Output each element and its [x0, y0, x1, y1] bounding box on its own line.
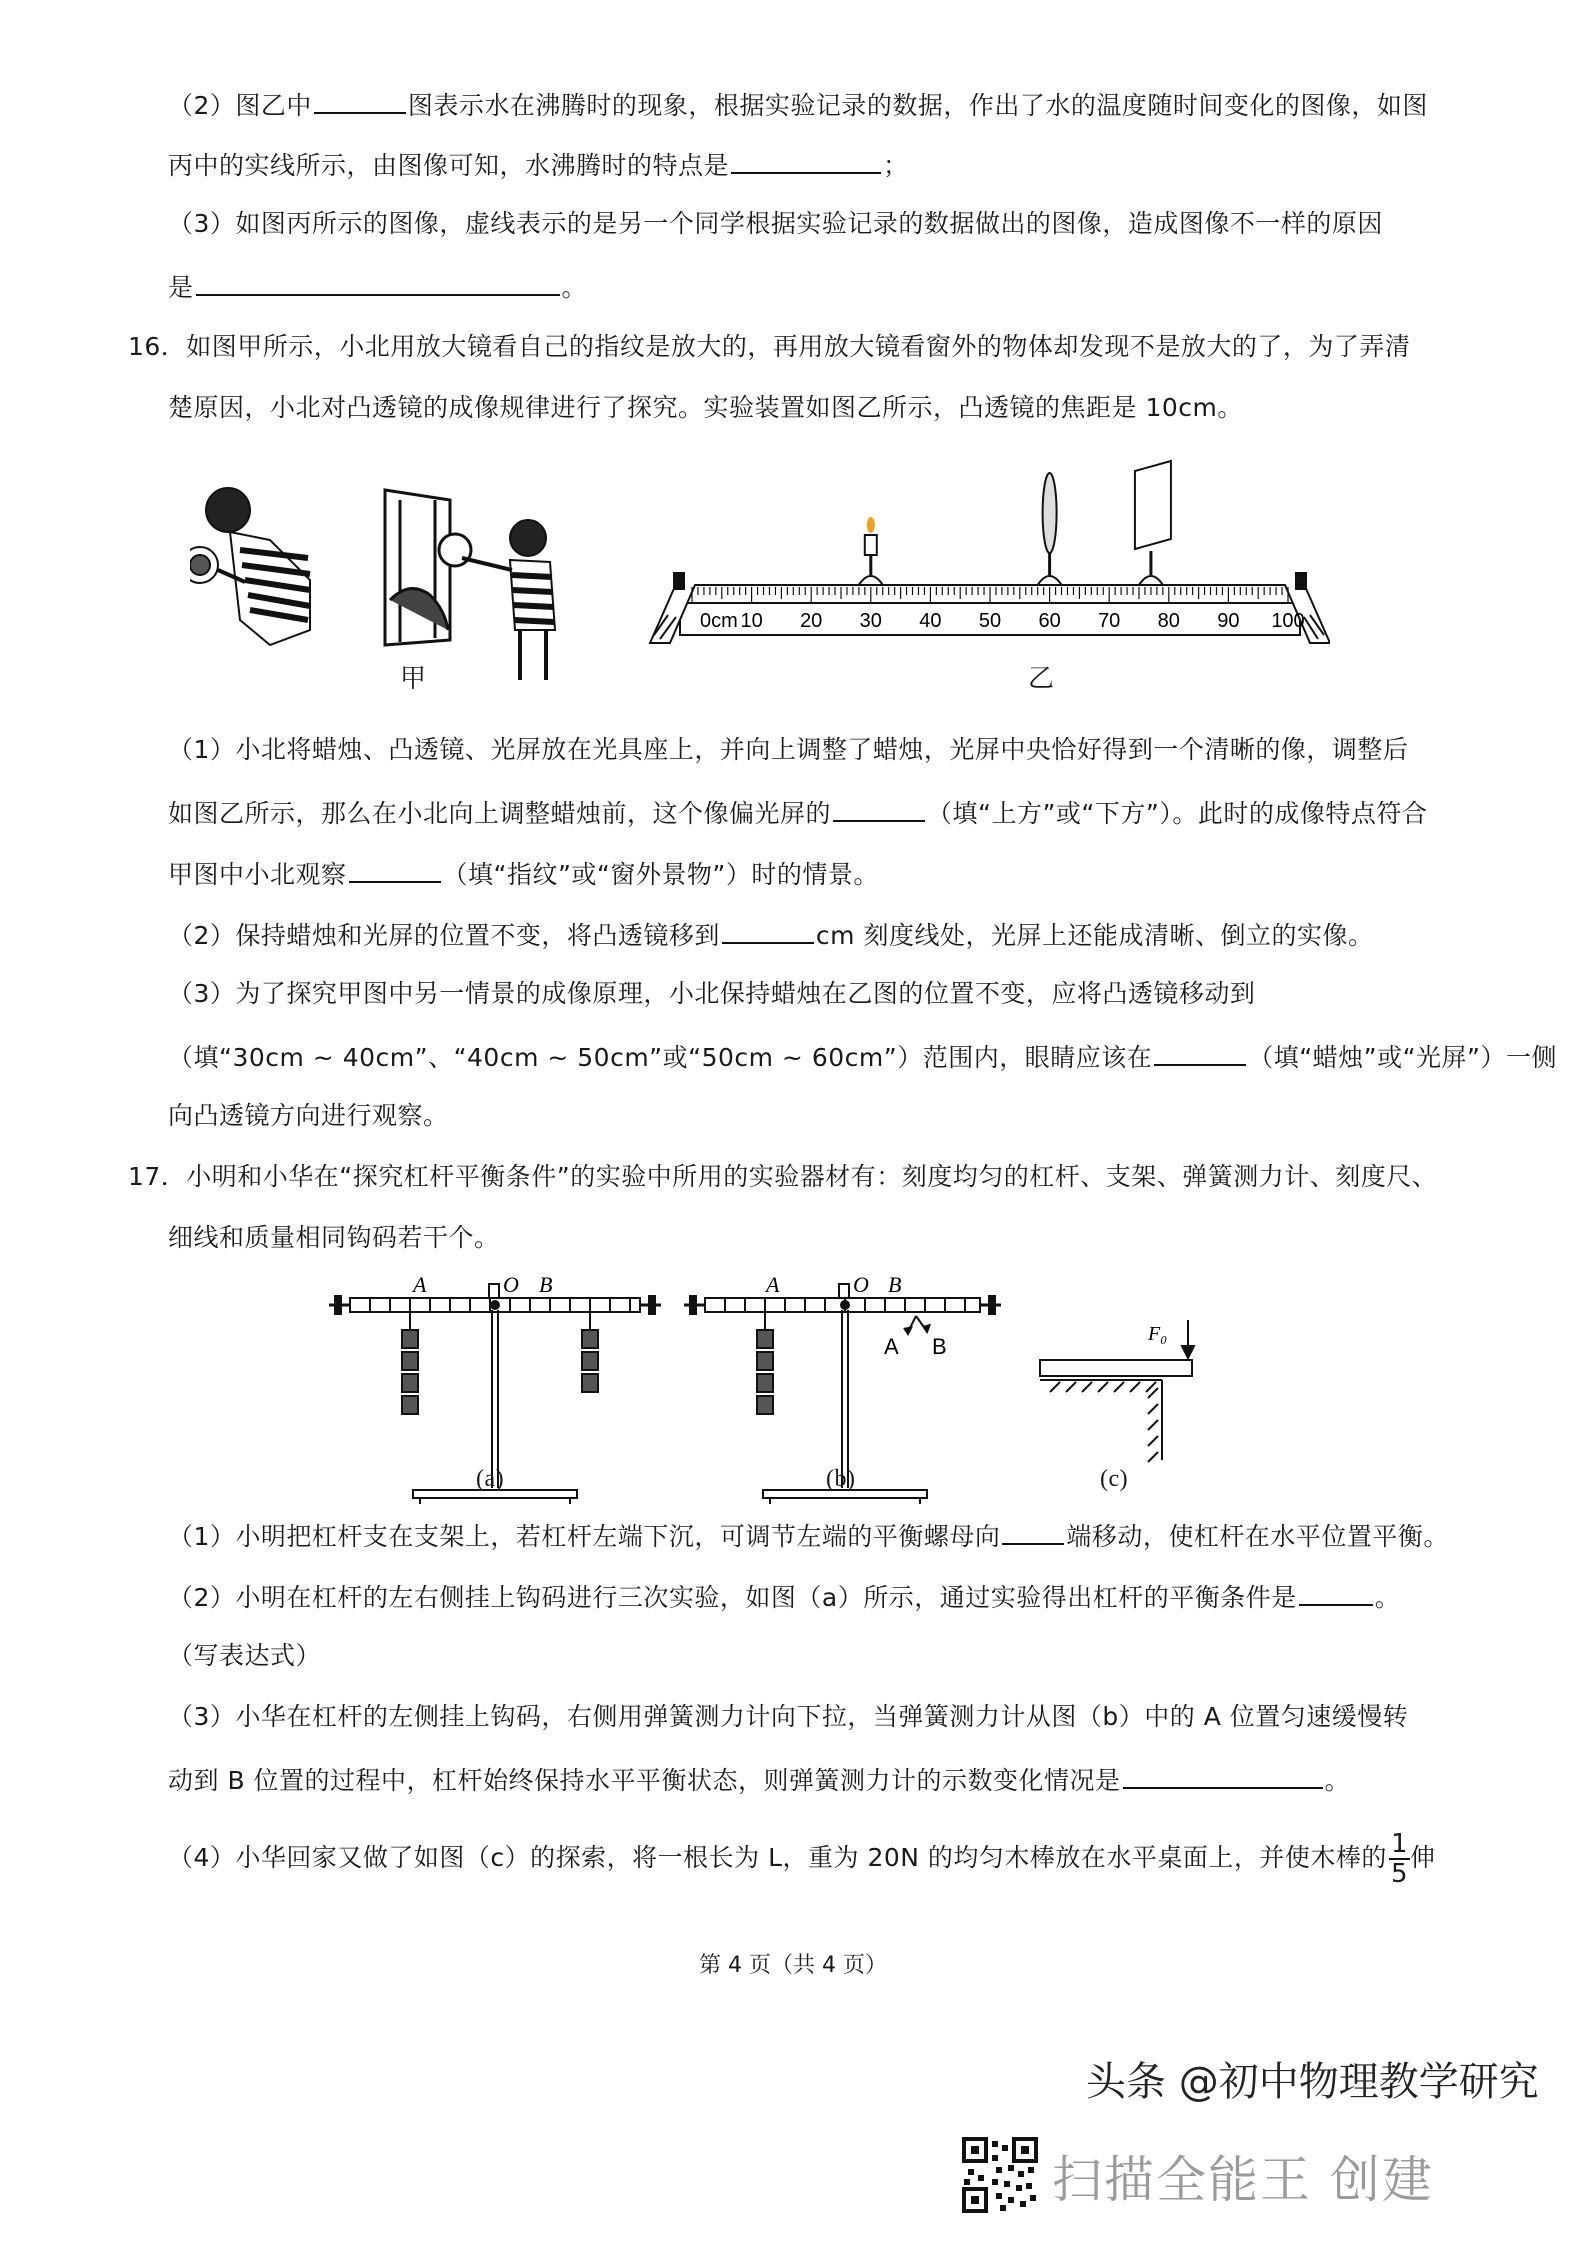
answer-blank[interactable] — [833, 794, 925, 822]
q17-part2-line1: （2）小明在杠杆的左右侧挂上钩码进行三次实验，如图（a）所示，通过实验得出杠杆的平衡条件是 。 — [168, 1578, 1400, 1615]
hook-weight — [402, 1396, 418, 1414]
position-a-label: A — [884, 1334, 899, 1359]
label-a: A — [766, 1272, 780, 1297]
bench-holder — [859, 576, 883, 585]
q16-stem-line2: 楚原因，小北对凸透镜的成像规律进行了探究。实验装置如图乙所示，凸透镜的焦距是 10cm。 — [168, 393, 1243, 422]
ruler-label: 40 — [919, 610, 942, 632]
scanner-watermark: 扫描全能王 创建 — [1052, 2151, 1434, 2209]
label-o: O — [503, 1272, 519, 1297]
wooden-rod — [1040, 1360, 1192, 1376]
answer-blank[interactable] — [1299, 1578, 1373, 1606]
hook-weight — [757, 1396, 773, 1414]
hook-weight — [402, 1374, 418, 1392]
answer-blank[interactable] — [314, 86, 406, 114]
pivot-o — [841, 1301, 849, 1309]
convex-lens — [1038, 473, 1062, 585]
q15-part3-line1: （3）如图丙所示的图像，虚线表示的是另一个同学根据实验记录的数据做出的图像，造成图像不一样的原因 — [168, 209, 1383, 238]
hook-weight — [402, 1330, 418, 1348]
screen-panel — [1135, 461, 1171, 549]
page-footer: 第 4 页（共 4 页） — [699, 1953, 887, 1978]
hook-weight — [757, 1330, 773, 1348]
q16-stem-line1: 16．如图甲所示，小北用放大镜看自己的指纹是放大的，再用放大镜看窗外的物体却发现不是放大的了，为了弄清 — [128, 332, 1411, 361]
position-b-label: B — [932, 1334, 947, 1359]
figure-yi-optical-bench — [640, 455, 1330, 655]
q16-part1-line3: 甲图中小北观察 （填“指纹”或“窗外景物”）时的情景。 — [168, 855, 879, 892]
q16-part3-line1: （3）为了探究甲图中另一情景的成像原理，小北保持蜡烛在乙图的位置不变，应将凸透镜移动到 — [168, 979, 1256, 1008]
ruler-label: 70 — [1098, 610, 1121, 632]
q15-part2-line1: （2）图乙中 图表示水在沸腾时的现象，根据实验记录的数据，作出了水的温度随时间变化的图像，如图 — [168, 86, 1428, 123]
ruler-label: 60 — [1038, 610, 1061, 632]
ruler-label: 80 — [1157, 610, 1180, 632]
figure-jia-caption: 甲 — [400, 664, 427, 694]
q16-part3-line3: 向凸透镜方向进行观察。 — [168, 1101, 449, 1130]
q16-part2: （2）保持蜡烛和光屏的位置不变，将凸透镜移到 cm 刻度线处，光屏上还能成清晰、倒立的实像。 — [168, 916, 1373, 953]
q17-part3-line2: 动到 B 位置的过程中，杠杆始终保持水平平衡状态，则弹簧测力计的示数变化情况是 。 — [168, 1761, 1350, 1798]
q17-part1: （1）小明把杠杆支在支架上，若杠杆左端下沉，可调节左端的平衡螺母向 端移动，使杠杆在水平位置平衡。 — [168, 1517, 1449, 1554]
label-a: A — [413, 1272, 427, 1297]
bench-holder — [1038, 576, 1062, 585]
answer-blank[interactable] — [731, 146, 881, 174]
candle — [859, 517, 883, 585]
hook-weight — [582, 1352, 598, 1370]
q17-stem-line1: 17．小明和小华在“探究杠杆平衡条件”的实验中所用的实验器材有：刻度均匀的杠杆、支架、弹簧测力计、刻度尺、 — [128, 1162, 1438, 1191]
q16-part1-line2: 如图乙所示，那么在小北向上调整蜡烛前，这个像偏光屏的 （填“上方”或“下方”）。此时的成像特点符合 — [168, 794, 1427, 831]
answer-blank[interactable] — [1123, 1761, 1323, 1789]
bench-holder — [1139, 576, 1163, 585]
ruler-label: 100 — [1271, 610, 1305, 632]
q17-part3-line1: （3）小华在杠杆的左侧挂上钩码，右侧用弹簧测力计向下拉，当弹簧测力计从图（b）中的 A 位置匀速缓慢转 — [168, 1702, 1409, 1731]
q17-part4: （4）小华回家又做了如图（c）的探索，将一根长为 L，重为 20N 的均匀木棒放在水平桌面上，并使木棒的 $\frac{1}{5}$ 伸 — [168, 1829, 1436, 1889]
answer-blank[interactable] — [349, 855, 441, 883]
hook-weight — [582, 1330, 598, 1348]
q15-part2-line2: 丙中的实线所示，由图像可知，水沸腾时的特点是 ； — [168, 146, 909, 183]
light-screen — [1135, 461, 1171, 585]
answer-blank[interactable] — [722, 916, 814, 944]
q16-part3-line2: （填“30cm ~ 40cm”、“40cm ~ 50cm”或“50cm ~ 60cm”）范围内，眼睛应该在 （填“蜡烛”或“光屏”）一侧 — [168, 1038, 1557, 1075]
force-label: F₀ — [1148, 1323, 1168, 1345]
boy-fingerprint-illustration — [190, 488, 310, 645]
label-b: B — [888, 1272, 902, 1297]
label-b: B — [539, 1272, 553, 1297]
caption-c: (c) — [1100, 1466, 1129, 1492]
caption-a: (a) — [476, 1466, 505, 1492]
q15-part3-line2: 是 。 — [168, 268, 587, 305]
answer-blank[interactable] — [1154, 1038, 1246, 1066]
hook-weight — [757, 1352, 773, 1370]
ruler-label: 50 — [978, 610, 1002, 632]
answer-blank[interactable] — [1002, 1517, 1064, 1545]
window-frame-illustration — [385, 490, 471, 645]
ruler-label: 0cm — [700, 610, 738, 632]
qr-code-icon — [960, 2135, 1040, 2215]
lens-body — [1043, 473, 1057, 553]
fraction: $\frac{1}{5}$ — [1390, 1829, 1408, 1889]
figure-yi-caption: 乙 — [1028, 664, 1055, 694]
candle-flame — [867, 517, 875, 533]
bench-base — [650, 573, 1330, 643]
caption-b: (b) — [826, 1466, 856, 1492]
watermark-toutiao: 头条 @初中物理教学研究 — [1086, 2059, 1539, 2105]
pivot-o — [491, 1301, 499, 1309]
hook-weight — [402, 1352, 418, 1370]
ruler-label: 30 — [859, 610, 882, 632]
figure-rod-c — [1030, 1310, 1200, 1470]
ruler-label: 10 — [740, 610, 763, 632]
hook-weight — [757, 1374, 773, 1392]
boy-window-illustration — [462, 520, 555, 680]
ruler-label: 90 — [1217, 610, 1240, 632]
ruler-label: 20 — [800, 610, 823, 632]
q17-stem-line2: 细线和质量相同钩码若干个。 — [168, 1223, 500, 1252]
q17-part2-line2: （写表达式） — [168, 1641, 322, 1670]
hook-weight — [582, 1374, 598, 1392]
q16-part1-line1: （1）小北将蜡烛、凸透镜、光屏放在光具座上，并向上调整了蜡烛，光屏中央恰好得到一个清晰的像，调整后 — [168, 735, 1409, 764]
answer-blank[interactable] — [196, 268, 560, 296]
label-o: O — [853, 1272, 869, 1297]
candle-body — [865, 535, 877, 555]
